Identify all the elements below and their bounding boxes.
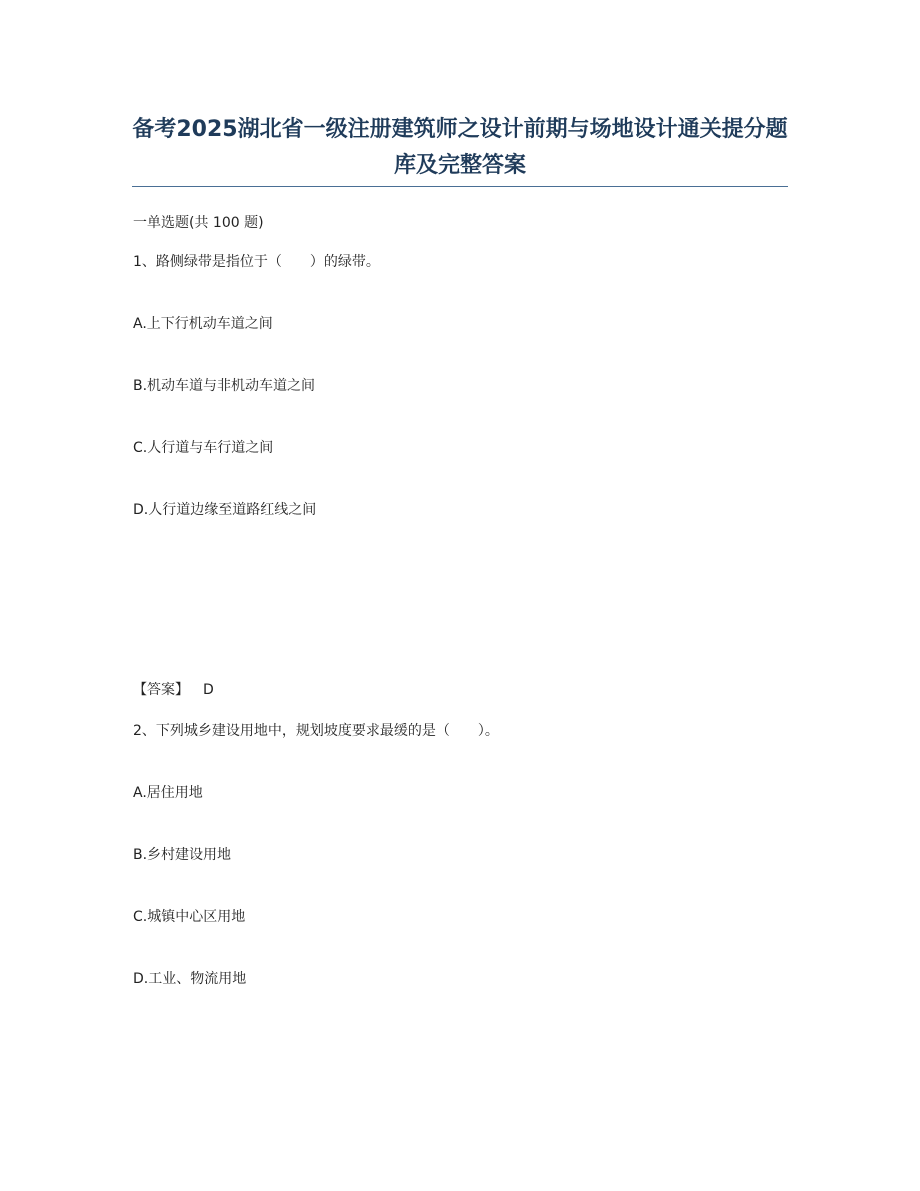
question-1-option-b: B.机动车道与非机动车道之间 bbox=[133, 378, 316, 394]
question-1-stem: 1、路侧绿带是指位于（ ）的绿带。 bbox=[133, 254, 380, 270]
question-1-option-d: D.人行道边缘至道路红线之间 bbox=[133, 502, 317, 518]
question-2-option-b: B.乡村建设用地 bbox=[133, 847, 232, 863]
question-1-option-c: C.人行道与车行道之间 bbox=[133, 440, 274, 456]
question-2-option-c: C.城镇中心区用地 bbox=[133, 909, 246, 925]
document-title: 备考2025湖北省一级注册建筑师之设计前期与场地设计通关提分题库及完整答案 bbox=[132, 117, 788, 178]
question-2-option-d: D.工业、物流用地 bbox=[133, 971, 247, 987]
answer-value: D bbox=[203, 682, 214, 698]
answer-label: 【答案】 bbox=[133, 682, 189, 698]
question-1-option-a: A.上下行机动车道之间 bbox=[133, 316, 273, 332]
title-divider bbox=[132, 186, 788, 187]
question-1-answer bbox=[133, 680, 214, 700]
question-2-option-a: A.居住用地 bbox=[133, 785, 203, 801]
section-header: 一单选题(共 100 题) bbox=[133, 215, 264, 231]
question-2-stem: 2、下列城乡建设用地中，规划坡度要求最缓的是（ ）。 bbox=[133, 723, 499, 739]
